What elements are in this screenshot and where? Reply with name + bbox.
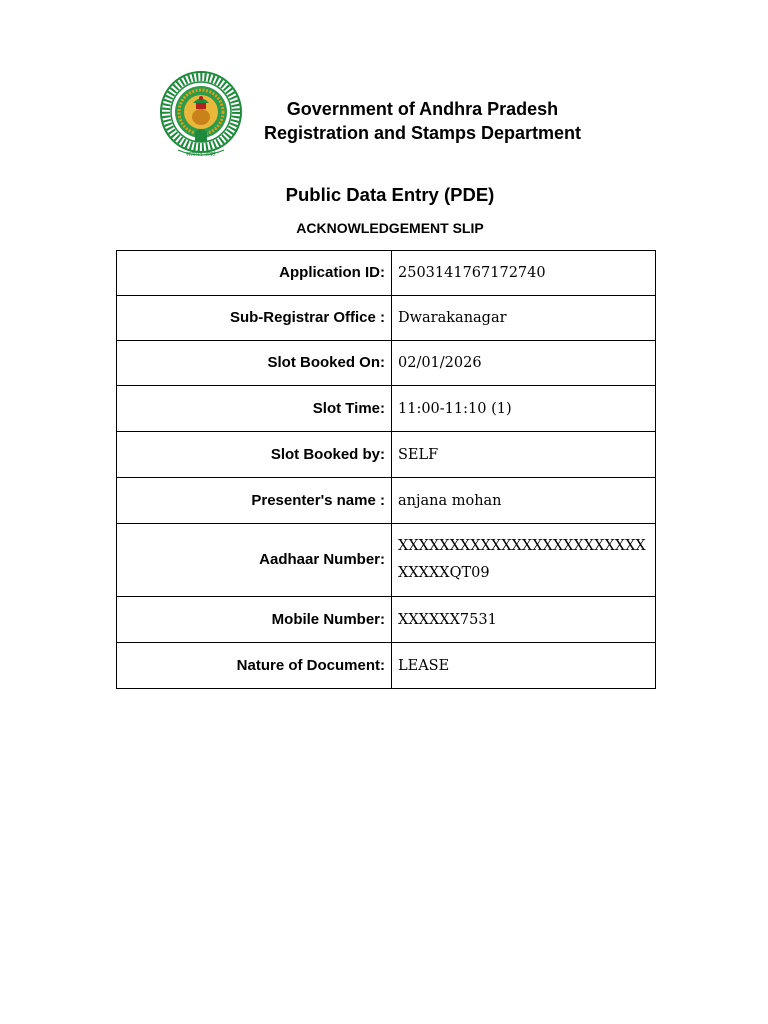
row-value: 2503141767172740: [392, 251, 656, 296]
row-label: Slot Booked by:: [117, 432, 392, 478]
page-subtitle: ACKNOWLEDGEMENT SLIP: [296, 220, 484, 236]
table-row-slot-booked-by: [117, 432, 656, 478]
table-row-presenters-name: [117, 478, 656, 524]
row-value: XXXXXX7531: [392, 597, 656, 643]
table-row-mobile-number: [117, 597, 656, 643]
row-value: SELF: [392, 432, 656, 478]
acknowledgement-table: [116, 250, 656, 689]
government-title: Government of Andhra Pradesh: [286, 99, 559, 119]
row-label: Slot Booked On:: [117, 341, 392, 386]
table-row-sub-registrar-office: [117, 296, 656, 341]
row-label: Slot Time:: [117, 386, 392, 432]
table-row-aadhaar-number: [117, 524, 656, 597]
row-label: Nature of Document:: [117, 643, 392, 689]
table-row-slot-time: [117, 386, 656, 432]
table-row-application-id: [117, 251, 656, 296]
table-row-nature-of-document: [117, 643, 656, 689]
row-label: Mobile Number:: [117, 597, 392, 643]
row-label: Sub-Registrar Office :: [117, 296, 392, 341]
row-value: 11:00-11:10 (1): [392, 386, 656, 432]
row-value: LEASE: [392, 643, 656, 689]
row-label: Aadhaar Number:: [117, 524, 392, 597]
document-header: [0, 0, 768, 170]
page-title: Public Data Entry (PDE): [285, 184, 495, 205]
row-value: Dwarakanagar: [392, 296, 656, 341]
row-value: anjana mohan: [392, 478, 656, 524]
department-title: Registration and Stamps Department: [263, 123, 582, 143]
row-label: Presenter's name :: [117, 478, 392, 524]
andhra-pradesh-emblem-icon: [156, 70, 246, 162]
row-value: 02/01/2026: [392, 341, 656, 386]
table-row-slot-booked-on: [117, 341, 656, 386]
row-label: Application ID:: [117, 251, 392, 296]
row-value: XXXXXXXXXXXXXXXXXXXXXXXXXXXXXQT09: [392, 524, 656, 597]
svg-text:सत्यमेव जयते: सत्यमेव जयते: [186, 151, 216, 158]
